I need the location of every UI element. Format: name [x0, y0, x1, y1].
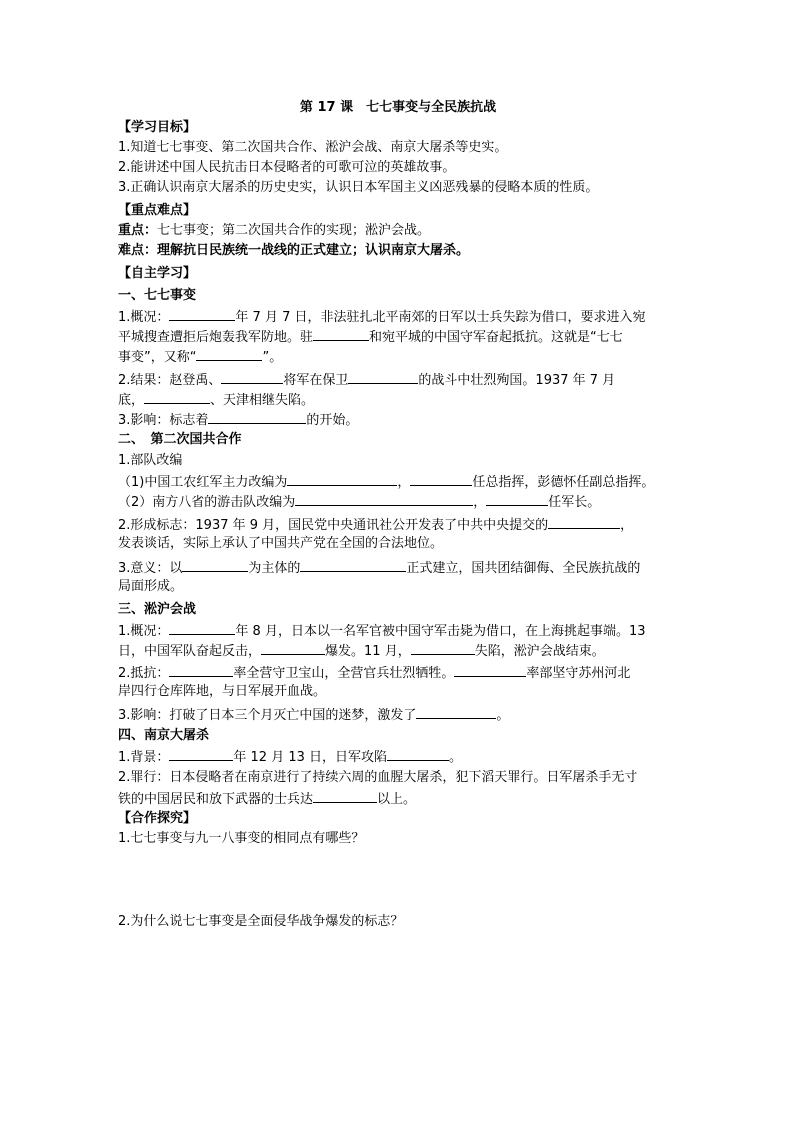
text-segment: 1.概况： — [118, 310, 170, 325]
s3-line-3 — [118, 662, 683, 684]
hard-label: 难点： — [118, 243, 158, 258]
hard-text: 理解抗日民族统一战线的正式建立；认识南京大屠杀。 — [157, 243, 470, 258]
text-segment: 为主体的 — [248, 561, 301, 576]
s4-line-1 — [118, 746, 683, 768]
page-title: 第 17 课 七七事变与全民族抗战 — [299, 100, 497, 115]
text-segment: ， — [473, 495, 487, 510]
answer-blank[interactable] — [486, 491, 548, 506]
text-segment: 2.形成标志：1937 年 9 月，国民党中央通讯社公开发表了中共中央提交的 — [118, 518, 549, 533]
answer-blank[interactable] — [300, 557, 406, 572]
objective-item: 2.能讲述中国人民抗击日本侵略者的可歌可泣的英雄故事。 — [118, 160, 456, 175]
answer-blank[interactable] — [182, 557, 248, 572]
answer-blank[interactable] — [313, 788, 377, 803]
section-3-heading: 三、淞沪会战 — [118, 602, 197, 617]
text-segment: （2）南方八省的游击队改编为 — [118, 495, 296, 510]
text-segment: 的战斗中壮烈殉国。1937 年 7 月 — [418, 373, 616, 388]
self-study-heading: 【自主学习】 — [118, 266, 197, 281]
answer-blank[interactable] — [144, 389, 210, 404]
text-segment: 1.概况： — [118, 624, 170, 639]
section-2-heading: 二、 第二次国共合作 — [118, 432, 242, 447]
answer-blank[interactable] — [221, 369, 283, 384]
text-segment: 正式建立，国共团结御侮、全民族抗战的 — [406, 561, 641, 576]
s4-line-2: 2.罪行：日本侵略者在南京进行了持续六周的血腥大屠杀，犯下滔天罪行。日军屠杀手无寸 — [118, 770, 638, 785]
s2-line-4 — [118, 514, 683, 536]
answer-blank[interactable] — [454, 662, 526, 677]
text-segment: 的开始。 — [306, 413, 359, 428]
text-segment: 年 8 月，日本以一名军官被中国守军击毙为借口，在上海挑起事端。13 — [235, 624, 646, 639]
text-segment: ， — [620, 518, 634, 533]
s2-line-1: 1.部队改编 — [118, 453, 183, 468]
s1-line-3 — [118, 346, 683, 368]
text-segment: 年 7 月 7 日，非法驻扎北平南郊的日军以士兵失踪为借口，要求进入宛 — [235, 310, 646, 325]
text-segment: 任军长。 — [548, 495, 601, 510]
s1-line-6 — [118, 409, 683, 431]
s1-line-5 — [118, 389, 683, 411]
answer-blank[interactable] — [169, 662, 233, 677]
answer-blank[interactable] — [169, 306, 235, 321]
objective-item: 3.正确认识南京大屠杀的历史史实，认识日本军国主义凶恶残暴的侵略本质的性质。 — [118, 180, 599, 195]
text-segment: 将军在保卫 — [283, 373, 349, 388]
s4-line-3 — [118, 788, 683, 810]
answer-blank[interactable] — [287, 471, 397, 486]
section-4-heading: 四、南京大屠杀 — [118, 728, 210, 743]
answer-blank[interactable] — [411, 640, 475, 655]
s1-line-4 — [118, 369, 683, 391]
text-segment: 3.影响：标志着 — [118, 413, 209, 428]
answer-blank[interactable] — [169, 746, 233, 761]
text-segment: 3.意义：以 — [118, 561, 183, 576]
answer-blank[interactable] — [169, 620, 235, 635]
s3-line-1 — [118, 620, 683, 642]
section-1-heading: 一、七七事变 — [118, 288, 197, 303]
hard-point-line — [118, 241, 683, 261]
text-segment: 平城搜查遭拒后炮轰我军防地。驻 — [118, 330, 314, 345]
answer-blank[interactable] — [261, 640, 325, 655]
text-segment: 年 12 月 13 日，日军攻陷 — [233, 750, 388, 765]
text-segment: 铁的中国居民和放下武器的士兵达 — [118, 792, 314, 807]
text-segment: 爆发。11 月， — [325, 644, 411, 659]
text-segment: 2.抵抗： — [118, 666, 170, 681]
answer-blank[interactable] — [387, 746, 449, 761]
text-segment: 底， — [118, 393, 145, 408]
answer-blank[interactable] — [208, 409, 306, 424]
text-segment: 3.影响：打破了日本三个月灭亡中国的迷梦，激发了 — [118, 708, 417, 723]
answer-blank[interactable] — [410, 471, 472, 486]
objectives-heading: 【学习目标】 — [118, 120, 197, 135]
key-label: 重点： — [118, 223, 158, 238]
text-segment: 、天津相继失陷。 — [210, 393, 315, 408]
text-segment: 率部坚守苏州河北 — [526, 666, 631, 681]
text-segment: ”。 — [262, 350, 283, 365]
s2-line-2 — [118, 471, 683, 493]
answer-blank[interactable] — [348, 369, 418, 384]
text-segment: 和宛平城的中国守军奋起抵抗。这就是“七七 — [369, 330, 623, 345]
answer-blank[interactable] — [313, 326, 369, 341]
text-segment: （1)中国工农红军主力改编为 — [118, 475, 288, 490]
answer-blank[interactable] — [196, 346, 262, 361]
text-segment: 1.背景： — [118, 750, 170, 765]
text-segment: 以上。 — [377, 792, 417, 807]
text-segment: 率全营守卫宝山，全营官兵壮烈牺牲。 — [233, 666, 455, 681]
s2-line-5: 发表谈话，实际上承认了中国共产党在全国的合法地位。 — [118, 536, 444, 551]
s1-line-1 — [118, 306, 683, 328]
s2-line-6 — [118, 557, 683, 579]
objective-item: 1.知道七七事变、第二次国共合作、淞沪会战、南京大屠杀等史实。 — [118, 140, 508, 155]
answer-blank[interactable] — [548, 514, 620, 529]
coop-question-1: 1.七七事变与九一八事变的相同点有哪些？ — [118, 831, 365, 846]
key-text: 七七事变；第二次国共合作的实现；淞沪会战。 — [157, 223, 431, 238]
coop-heading: 【合作探究】 — [118, 811, 197, 826]
s3-line-4: 岸四行仓库阵地，与日军展开血战。 — [118, 684, 327, 699]
text-segment: 2.结果：赵登禹、 — [118, 373, 222, 388]
text-segment: 事变”，又称“ — [118, 350, 197, 365]
answer-blank[interactable] — [295, 491, 473, 506]
text-segment: 日，中国军队奋起反击， — [118, 644, 262, 659]
s1-line-2 — [118, 326, 683, 348]
s3-line-5 — [118, 704, 683, 726]
text-segment: 。 — [449, 750, 463, 765]
key-points-heading: 【重点难点】 — [118, 203, 197, 218]
answer-blank[interactable] — [416, 704, 496, 719]
text-segment: 失陷，淞沪会战结束。 — [474, 644, 605, 659]
s2-line-7: 局面形成。 — [118, 579, 184, 594]
coop-question-2: 2.为什么说七七事变是全面侵华战争爆发的标志？ — [118, 914, 404, 929]
text-segment: ， — [397, 475, 411, 490]
key-point-line — [118, 221, 683, 241]
text-segment: 。 — [496, 708, 510, 723]
s2-line-3 — [118, 491, 683, 513]
text-segment: 任总指挥，彭德怀任副总指挥。 — [472, 475, 655, 490]
s3-line-2 — [118, 640, 683, 662]
